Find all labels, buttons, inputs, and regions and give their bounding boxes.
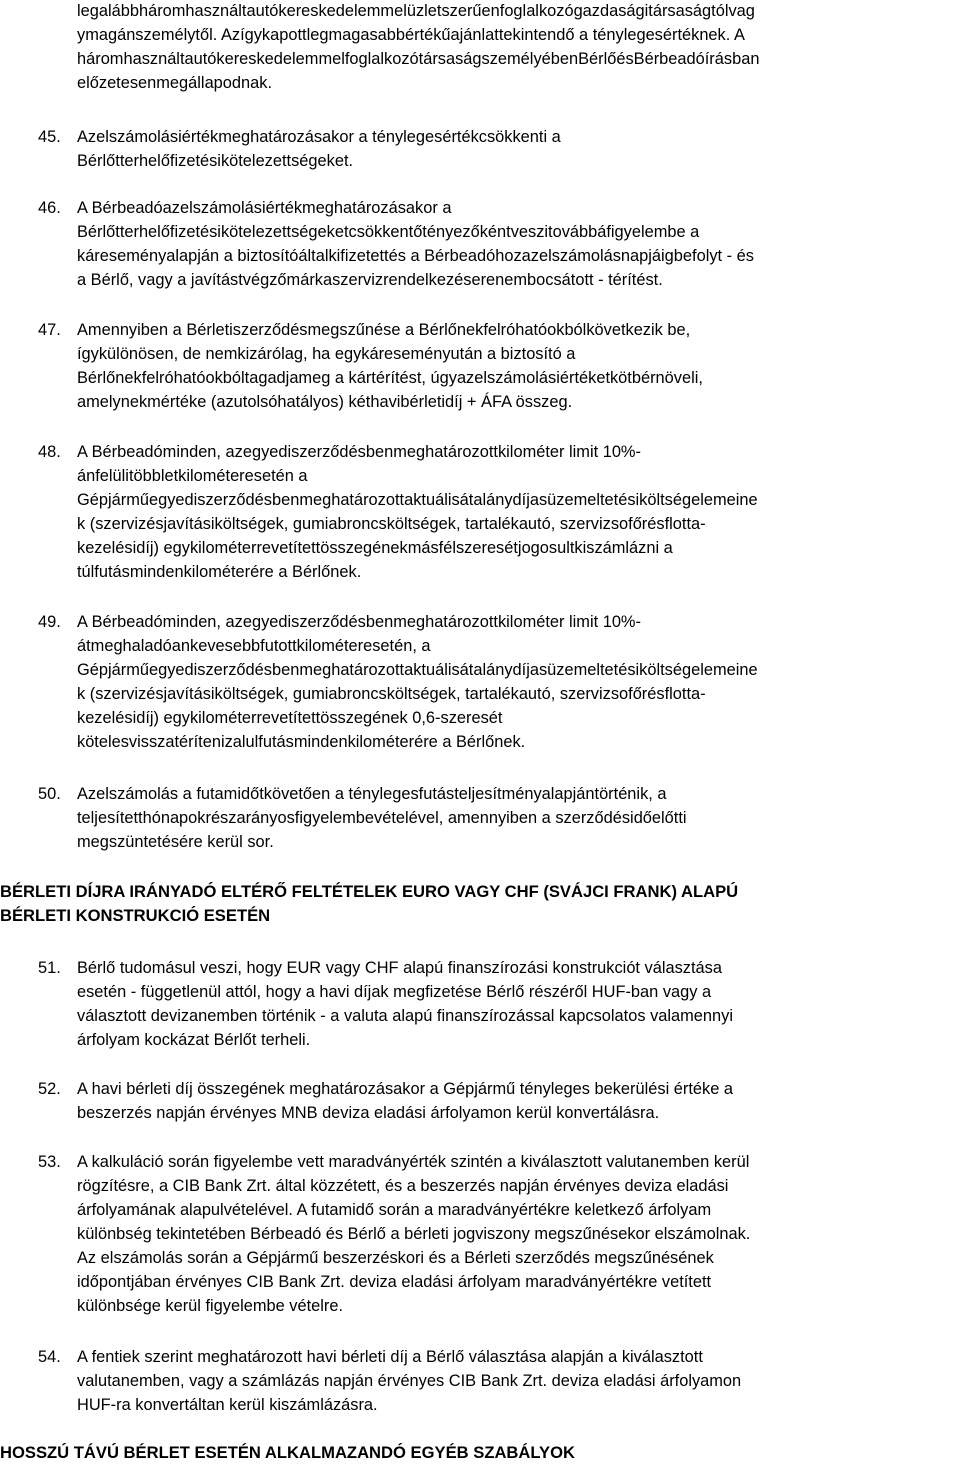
clause-text — [77, 125, 957, 173]
clause-text — [77, 1345, 957, 1417]
text-line: kezelésidíj) egykilométerrevetítettösszegének 0,6-szeresét — [77, 709, 503, 727]
heading-line: HOSSZÚ TÁVÚ BÉRLET ESETÉN ALKALMAZANDÓ EGYÉB SZABÁLYOK — [0, 1443, 575, 1462]
clause-text — [77, 1077, 957, 1125]
intro-paragraph — [77, 0, 957, 95]
text-line: árfolyamának alapulvételével. A futamidő során a maradványértékre keletkező árfolyam — [77, 1201, 712, 1219]
text-line: kötelesvisszatérítenizalulfutásmindenkilométerére a Bérlőnek. — [77, 733, 526, 751]
clause-number: 51. — [38, 959, 61, 977]
text-line: Azelszámolásiértékmeghatározásakor a ténylegesértékcsökkenti a — [77, 128, 561, 146]
text-line: Bérlőtterhelőfizetésikötelezettségeket. — [77, 152, 354, 170]
text-line: kezelésidíj) egykilométerrevetítettösszegénekmásfélszeresétjogosultkiszámlázni a — [77, 539, 673, 557]
text-line: rögzítésre, a CIB Bank Zrt. által közzétett, és a beszerzés napján érvényes deviza eladási — [77, 1177, 729, 1195]
text-line: Bérlő tudomásul veszi, hogy EUR vagy CHF alapú finanszírozási konstrukciót választása — [77, 959, 722, 977]
text-line: különbsége kerül figyelembe vételre. — [77, 1297, 344, 1315]
text-line: teljesítetthónapokrészarányosfigyelembevételével, amennyiben a szerződésidőelőtti — [77, 809, 687, 827]
text-line: A kalkuláció során figyelembe vett maradványérték szintén a kiválasztott valutanemben kerül — [77, 1153, 750, 1171]
text-line: választott devizanemben történik - a valuta alapú finanszírozással kapcsolatos valamennyi — [77, 1007, 733, 1025]
text-line: ymagánszemélytől. Azígykapottlegmagasabbértékűajánlattekintendő a ténylegesértéknek. A — [77, 26, 745, 44]
text-line: árfolyam kockázat Bérlőt terheli. — [77, 1031, 311, 1049]
clause-number: 52. — [38, 1080, 61, 1098]
text-line: ánfelülitöbbletkilométeresetén a — [77, 467, 308, 485]
text-line: túlfutásmindenkilométerére a Bérlőnek. — [77, 563, 362, 581]
text-line: Azelszámolás a futamidőtkövetően a ténylegesfutásteljesítményalapjántörténik, a — [77, 785, 667, 803]
text-line: átmeghaladóankevesebbfutottkilométeresetén, a — [77, 637, 431, 655]
text-line: Gépjárműegyediszerződésbenmeghatározottaktuálisátalánydíjasüzemeltetésiköltségelemeine — [77, 491, 758, 509]
text-line: ígykülönösen, de nemkizárólag, ha egykáreseményután a biztosító a — [77, 345, 576, 363]
clause-text — [77, 1150, 957, 1318]
clause-number: 50. — [38, 785, 61, 803]
clause-number: 47. — [38, 321, 61, 339]
text-line: A Bérbeadóazelszámolásiértékmeghatározásakor a — [77, 199, 452, 217]
text-line: valutanemben, vagy a számlázás napján érvényes CIB Bank Zrt. deviza eladási árfolyamon — [77, 1372, 742, 1390]
clause-text — [77, 782, 957, 854]
clause-number: 54. — [38, 1348, 61, 1366]
text-line: esetén - függetlenül attól, hogy a havi díjak megfizetése Bérlő részéről HUF-ban vagy a — [77, 983, 712, 1001]
section-heading-long-term — [0, 1441, 960, 1465]
text-line: Amennyiben a Bérletiszerződésmegszűnése a Bérlőnekfelróhatóokbólkövetkezik be, — [77, 321, 691, 339]
heading-line: BÉRLETI DÍJRA IRÁNYADÓ ELTÉRŐ FELTÉTELEK EURO VAGY CHF (SVÁJCI FRANK) ALAPÚ — [0, 882, 739, 901]
clause-number: 49. — [38, 613, 61, 631]
clause-text — [77, 956, 957, 1052]
text-line: HUF-ra konvertáltan kerül kiszámlázásra. — [77, 1396, 378, 1414]
clause-number: 46. — [38, 199, 61, 217]
clause-number: 53. — [38, 1153, 61, 1171]
text-line: káreseményalapján a biztosítóáltalkifizetettés a Bérbeadóhozazelszámolásnapjáigbefolyt - és — [77, 247, 754, 265]
heading-line: BÉRLETI KONSTRUKCIÓ ESETÉN — [0, 906, 271, 925]
clause-text — [77, 610, 957, 754]
text-line: A fentiek szerint meghatározott havi bérleti díj a Bérlő választása alapján a kiválasztott — [77, 1348, 703, 1366]
text-line: A Bérbeadóminden, azegyediszerződésbenmeghatározottkilométer limit 10%- — [77, 613, 641, 631]
text-line: Bérlőtterhelőfizetésikötelezettségeketcsökkentőtényezőkéntveszitovábbáfigyelembe a — [77, 223, 700, 241]
text-line: különbség tekintetében Bérbeadó és Bérlő a bérleti jogviszony megszűnésekor elszámolnak. — [77, 1225, 751, 1243]
clause-number: 48. — [38, 443, 61, 461]
text-line: időpontjában érvényes CIB Bank Zrt. deviza eladási árfolyam maradványértékre vetített — [77, 1273, 712, 1291]
clause-number: 45. — [38, 128, 61, 146]
text-line: megszüntetésére kerül sor. — [77, 833, 274, 851]
text-line: k (szervizésjavításiköltségek, gumiabroncsköltségek, tartalékautó, szervizsofőrésflotta- — [77, 685, 706, 703]
text-line: a Bérlő, vagy a javítástvégzőmárkaszervizrendelkezéserenembocsátott - térítést. — [77, 271, 663, 289]
text-line: Bérlőnekfelróhatóokbóltagadjameg a kártérítést, úgyazelszámolásiértéketkötbérnöveli, — [77, 369, 703, 387]
clause-text — [77, 440, 957, 584]
text-line: Az elszámolás során a Gépjármű beszerzéskori és a Bérleti szerződés megszűnésének — [77, 1249, 714, 1267]
text-line: Gépjárműegyediszerződésbenmeghatározottaktuálisátalánydíjasüzemeltetésiköltségelemeine — [77, 661, 758, 679]
text-line: A havi bérleti díj összegének meghatározásakor a Gépjármű tényleges bekerülési értéke a — [77, 1080, 733, 1098]
section-heading-euro-chf — [0, 880, 960, 928]
clause-text — [77, 196, 957, 292]
text-line: beszerzés napján érvényes MNB deviza eladási árfolyamon kerül konvertálásra. — [77, 1104, 660, 1122]
text-line: előzetesenmegállapodnak. — [77, 74, 273, 92]
clause-text — [77, 318, 957, 414]
text-line: legalábbháromhasználtautókereskedelemmelüzletszerűenfoglalkozógazdaságitársaságtólvag — [77, 2, 755, 20]
text-line: A Bérbeadóminden, azegyediszerződésbenmeghatározottkilométer limit 10%- — [77, 443, 641, 461]
text-line: háromhasználtautókereskedelemmelfoglalkozótársaságszemélyébenBérlőésBérbeadóírásban — [77, 50, 760, 68]
text-line: amelynekmértéke (azutolsóhatályos) kéthavibérletidíj + ÁFA összeg. — [77, 393, 573, 411]
text-line: k (szervizésjavításiköltségek, gumiabroncsköltségek, tartalékautó, szervizsofőrésflotta- — [77, 515, 706, 533]
